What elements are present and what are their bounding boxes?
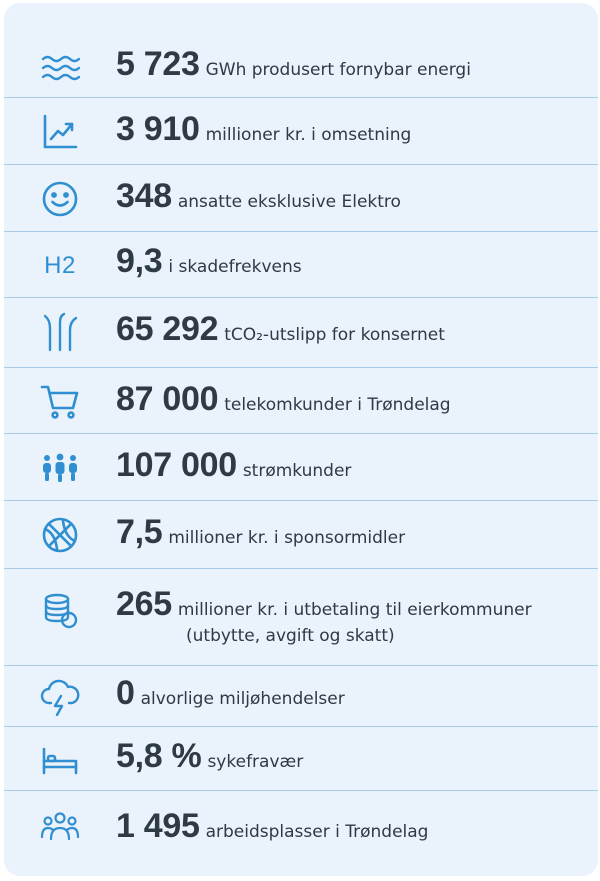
stat-value: 1 495 [116,807,200,845]
stat-value: 265 [116,585,172,623]
stat-value: 3 910 [116,110,200,148]
stat-value: 0 [116,674,135,712]
stat-text [116,380,586,419]
stat-label: millioner kr. i utbetaling til eierkommuner [177,600,532,620]
stat-value: 107 000 [116,446,237,484]
stat-row-employees [4,165,598,232]
stat-text [116,177,586,216]
stat-value: 348 [116,177,172,215]
stat-row-municipal-payouts [4,569,598,666]
stat-row-sponsorship [4,501,598,569]
stat-label: arbeidsplasser i Trøndelag [205,822,429,842]
stat-text [116,513,586,552]
stat-label: strømkunder [242,461,352,481]
stat-value: 5 723 [116,45,200,83]
stat-row-renewable-energy [4,3,598,98]
stat-value: 87 000 [116,380,219,418]
stat-label: millioner kr. i omsetning [205,125,412,145]
stat-value: 65 292 [116,310,219,348]
stat-label-line2: (utbytte, avgift og skatt) [186,626,395,646]
stat-row-injury-frequency [4,232,598,298]
stat-text [116,45,586,84]
stat-row-power-customers [4,434,598,501]
stat-row-telecom-customers [4,368,598,434]
stat-text [116,674,586,713]
stat-text [116,446,586,485]
stat-text [116,737,586,776]
emission-plume-icon [40,312,80,352]
smiley-icon [40,179,80,219]
storm-cloud-icon [40,676,80,716]
stat-value: 9,3 [116,242,163,280]
waves-icon [40,47,80,87]
shopping-cart-icon [40,382,80,422]
stat-text [116,310,586,349]
stat-row-sick-leave [4,727,598,791]
basketball-icon [40,515,80,555]
h2-icon: H2 [44,252,76,279]
stat-row-jobs [4,791,598,876]
stat-label: millioner kr. i sponsormidler [168,528,406,548]
stat-value: 5,8 % [116,737,202,775]
stat-label: alvorlige miljøhendelser [140,689,345,709]
stat-label: ansatte eksklusive Elektro [177,192,401,212]
stat-row-environment-incidents [4,666,598,727]
stat-text [116,242,586,281]
stat-label: telekomkunder i Trøndelag [224,395,451,415]
stat-label: tCO₂-utslipp for konsernet [224,325,445,345]
stat-label: i skadefrekvens [168,257,302,277]
people-group-icon [40,448,80,488]
stat-label: sykefravær [207,752,304,772]
stat-text [116,585,586,646]
stat-row-revenue [4,98,598,165]
trend-chart-icon [40,112,80,152]
stat-value: 7,5 [116,513,163,551]
stat-text [116,110,586,149]
bed-icon [40,739,80,779]
stats-card [4,3,598,876]
workforce-icon [40,807,80,847]
stat-text [116,807,586,846]
coin-stack-icon [40,591,80,631]
stat-row-emissions [4,298,598,368]
stat-label: GWh produsert fornybar energi [205,60,471,80]
